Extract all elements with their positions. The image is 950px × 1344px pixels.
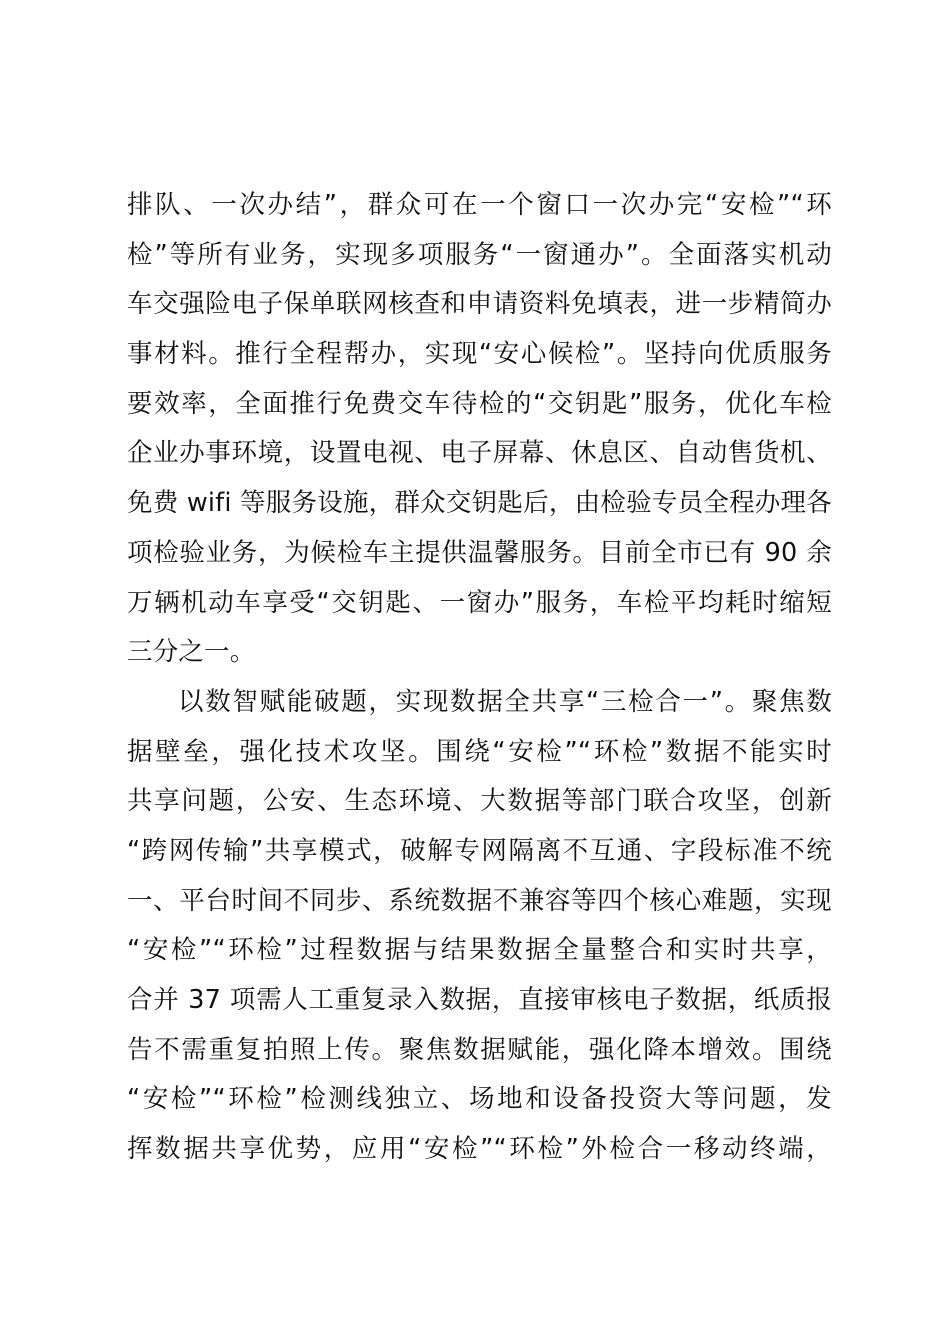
text-line: 告不需重复拍照上传。聚焦数据赋能，强化降本增效。围绕 <box>127 1034 832 1065</box>
text-line: “安检”“环检”检测线独立、场地和设备投资大等问题，发 <box>127 1084 832 1115</box>
text-line: 车交强险电子保单联网核查和申请资料免填表，进一步精简办 <box>127 289 832 320</box>
paragraph-first-line: 以数智赋能破题，实现数据全共享“三检合一”。聚焦数 <box>178 686 832 717</box>
text-line: 项检验业务，为候检车主提供温馨服务。目前全市已有 90 余 <box>127 537 832 568</box>
text-line: 排队、一次办结”，群众可在一个窗口一次办完“安检”“环 <box>127 190 832 220</box>
text-line: 一、平台时间不同步、系统数据不兼容等四个核心难题，实现 <box>127 885 832 916</box>
body-text <box>127 181 832 1175</box>
text-line: 事材料。推行全程帮办，实现“安心候检”。坚持向优质服务 <box>127 339 832 370</box>
text-line: 企业办事环境，设置电视、电子屏幕、休息区、自动售货机、 <box>127 438 832 469</box>
text-line: 挥数据共享优势，应用“安检”“环检”外检合一移动终端， <box>127 1134 832 1165</box>
text-line: 要效率，全面推行免费交车待检的“交钥匙”服务，优化车检 <box>127 388 832 419</box>
text-line: 检”等所有业务，实现多项服务“一窗通办”。全面落实机动 <box>127 239 832 270</box>
text-line: 共享问题，公安、生态环境、大数据等部门联合攻坚，创新 <box>127 786 832 817</box>
paragraph-end-line: 三分之一。 <box>127 637 256 668</box>
text-line: “安检”“环检”过程数据与结果数据全量整合和实时共享， <box>127 935 832 966</box>
text-line: 万辆机动车享受“交钥匙、一窗办”服务，车检平均耗时缩短 <box>127 587 832 618</box>
text-line: 免费 wifi 等服务设施，群众交钥匙后，由检验专员全程办理各 <box>127 488 832 519</box>
text-line: 合并 37 项需人工重复录入数据，直接审核电子数据，纸质报 <box>127 985 832 1015</box>
text-line: 据壁垒，强化技术攻坚。围绕“安检”“环检”数据不能实时 <box>127 736 832 767</box>
text-line: “跨网传输”共享模式，破解专网隔离不互通、字段标准不统 <box>127 835 832 866</box>
